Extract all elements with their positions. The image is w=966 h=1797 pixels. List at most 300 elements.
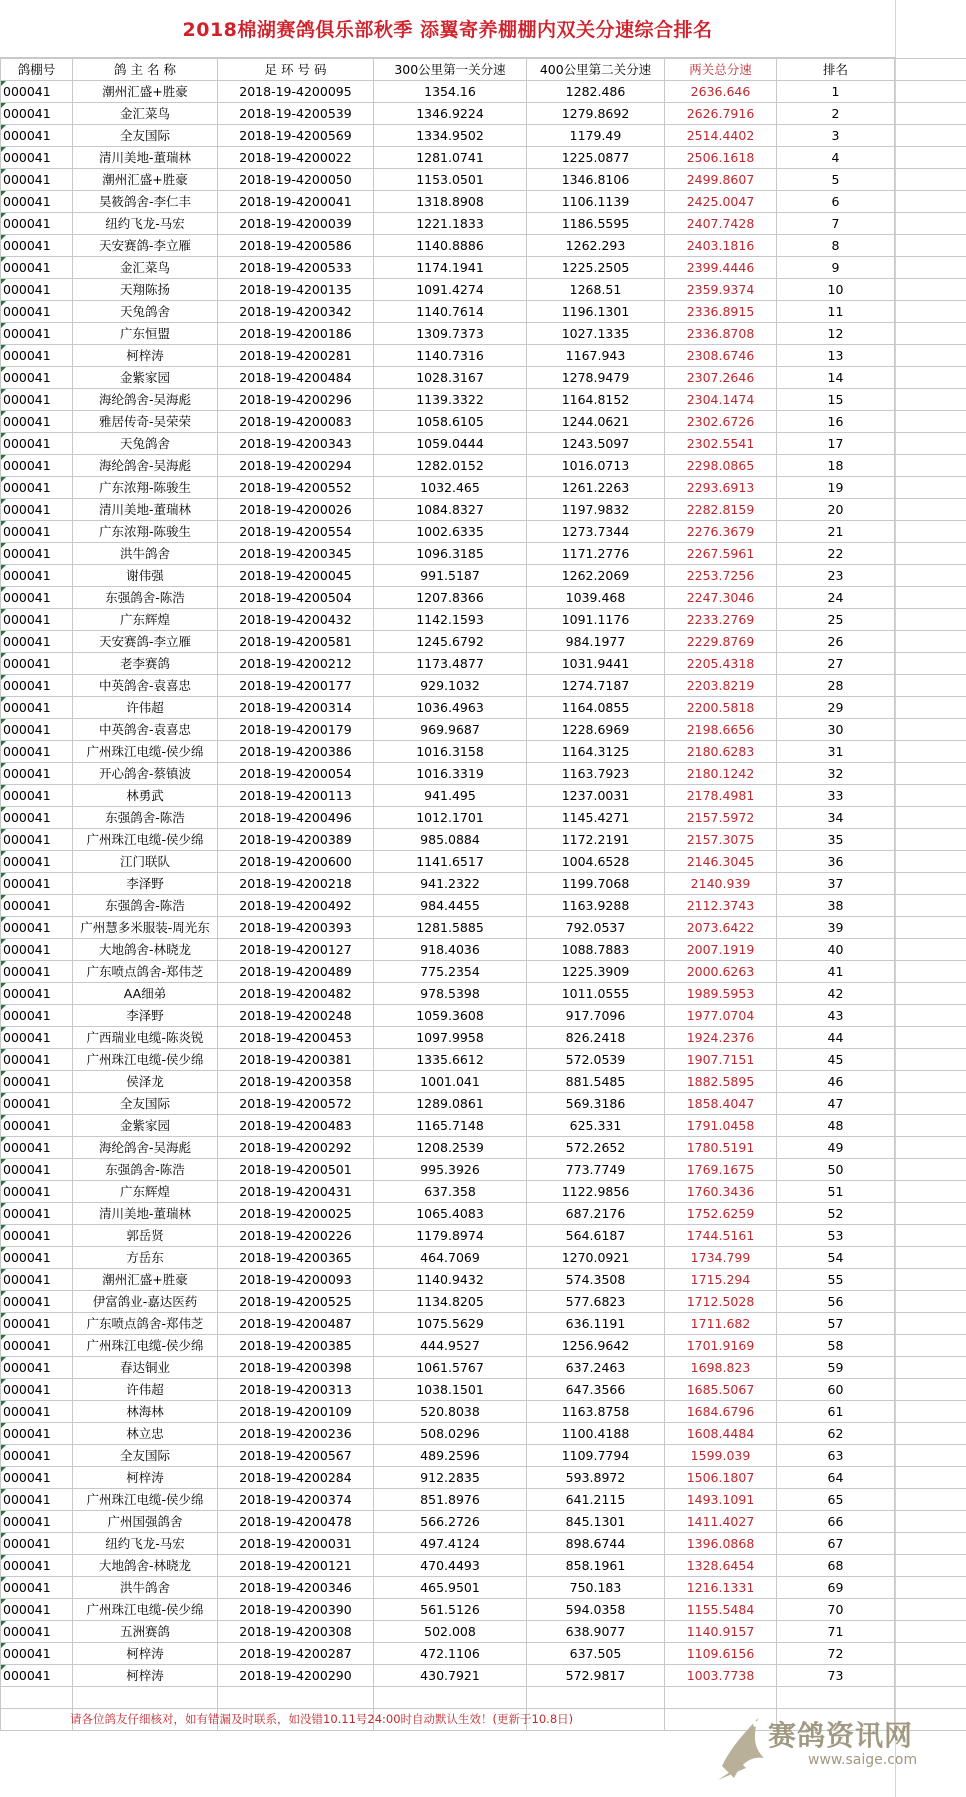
empty-cell — [895, 1027, 966, 1049]
cell-owner-name: 东强鸽舍-陈浩 — [73, 807, 218, 829]
table-row — [1, 1445, 966, 1467]
cell-loft-id: 000041 — [1, 1445, 73, 1467]
cell-loft-id: 000041 — [1, 1555, 73, 1577]
cell-owner-name: 侯泽龙 — [73, 1071, 218, 1093]
cell-loft-id: 000041 — [1, 191, 73, 213]
cell-owner-name: 广州珠江电缆-侯少绵 — [73, 1049, 218, 1071]
empty-cell — [895, 1049, 966, 1071]
empty-cell — [895, 103, 966, 125]
cell-owner-name: 广东喷点鸽舍-郑伟芝 — [73, 961, 218, 983]
cell-leg2-speed: 1244.0621 — [527, 411, 665, 433]
cell-loft-id: 000041 — [1, 169, 73, 191]
cell-total-speed: 1216.1331 — [665, 1577, 777, 1599]
cell-leg2-speed: 1278.9479 — [527, 367, 665, 389]
cell-ring-number: 2018-19-4200026 — [218, 499, 374, 521]
cell-ring-number: 2018-19-4200374 — [218, 1489, 374, 1511]
cell-leg2-speed: 858.1961 — [527, 1555, 665, 1577]
empty-cell — [895, 895, 966, 917]
empty-cell — [895, 1555, 966, 1577]
cell-rank: 34 — [777, 807, 895, 829]
cell-leg1-speed: 1140.7614 — [374, 301, 527, 323]
cell-owner-name: 金汇菜鸟 — [73, 103, 218, 125]
empty-cell — [895, 719, 966, 741]
cell-leg1-speed: 1346.9224 — [374, 103, 527, 125]
cell-leg2-speed: 572.2652 — [527, 1137, 665, 1159]
cell-leg2-speed: 1039.468 — [527, 587, 665, 609]
cell-total-speed: 2336.8708 — [665, 323, 777, 345]
cell-leg2-speed: 572.0539 — [527, 1049, 665, 1071]
cell-total-speed: 2198.6656 — [665, 719, 777, 741]
empty-cell — [895, 1203, 966, 1225]
cell-total-speed: 2399.4446 — [665, 257, 777, 279]
table-row — [1, 807, 966, 829]
cell-owner-name: 天安赛鸽-李立雁 — [73, 631, 218, 653]
cell-leg1-speed: 1141.6517 — [374, 851, 527, 873]
cell-rank: 44 — [777, 1027, 895, 1049]
cell-leg2-speed: 1199.7068 — [527, 873, 665, 895]
table-row — [1, 1511, 966, 1533]
empty-cell — [895, 1159, 966, 1181]
cell-loft-id: 000041 — [1, 675, 73, 697]
cell-loft-id: 000041 — [1, 1643, 73, 1665]
cell-total-speed: 2000.6263 — [665, 961, 777, 983]
cell-total-speed: 2298.0865 — [665, 455, 777, 477]
cell-owner-name: 江门联队 — [73, 851, 218, 873]
table-row — [1, 1247, 966, 1269]
cell-rank: 52 — [777, 1203, 895, 1225]
cell-total-speed: 2180.1242 — [665, 763, 777, 785]
cell-rank: 56 — [777, 1291, 895, 1313]
empty-cell — [895, 1489, 966, 1511]
cell-total-speed: 2302.6726 — [665, 411, 777, 433]
empty-cell — [895, 1071, 966, 1093]
page-title: 2018棉湖赛鸽俱乐部秋季 添翼寄养棚棚内双关分速综合排名 — [0, 0, 895, 58]
cell-owner-name: 柯梓涛 — [73, 1665, 218, 1687]
cell-rank: 26 — [777, 631, 895, 653]
table-row — [1, 147, 966, 169]
cell-leg1-speed: 1084.8327 — [374, 499, 527, 521]
table-row — [1, 477, 966, 499]
cell-rank: 45 — [777, 1049, 895, 1071]
cell-leg1-speed: 1354.16 — [374, 81, 527, 103]
cell-ring-number: 2018-19-4200345 — [218, 543, 374, 565]
cell-leg2-speed: 1256.9642 — [527, 1335, 665, 1357]
cell-leg2-speed: 898.6744 — [527, 1533, 665, 1555]
cell-total-speed: 1715.294 — [665, 1269, 777, 1291]
empty-cell — [73, 1687, 218, 1709]
cell-leg1-speed: 561.5126 — [374, 1599, 527, 1621]
cell-total-speed: 1858.4047 — [665, 1093, 777, 1115]
cell-ring-number: 2018-19-4200432 — [218, 609, 374, 631]
empty-cell — [895, 1335, 966, 1357]
cell-ring-number: 2018-19-4200581 — [218, 631, 374, 653]
cell-rank: 23 — [777, 565, 895, 587]
cell-loft-id: 000041 — [1, 1599, 73, 1621]
cell-ring-number: 2018-19-4200135 — [218, 279, 374, 301]
cell-leg2-speed: 593.8972 — [527, 1467, 665, 1489]
table-row — [1, 1335, 966, 1357]
cell-ring-number: 2018-19-4200533 — [218, 257, 374, 279]
cell-loft-id: 000041 — [1, 1049, 73, 1071]
cell-leg2-speed: 636.1191 — [527, 1313, 665, 1335]
table-row — [1, 741, 966, 763]
cell-leg2-speed: 1106.1139 — [527, 191, 665, 213]
cell-loft-id: 000041 — [1, 1247, 73, 1269]
cell-rank: 33 — [777, 785, 895, 807]
cell-total-speed: 2180.6283 — [665, 741, 777, 763]
empty-cell — [895, 169, 966, 191]
table-row — [1, 785, 966, 807]
cell-ring-number: 2018-19-4200095 — [218, 81, 374, 103]
cell-leg2-speed: 594.0358 — [527, 1599, 665, 1621]
cell-ring-number: 2018-19-4200385 — [218, 1335, 374, 1357]
cell-total-speed: 2200.5818 — [665, 697, 777, 719]
cell-rank: 14 — [777, 367, 895, 389]
table-row — [1, 1159, 966, 1181]
cell-leg2-speed: 1027.1335 — [527, 323, 665, 345]
cell-owner-name: 中英鸽舍-袁喜忠 — [73, 719, 218, 741]
table-row — [1, 521, 966, 543]
table-row — [1, 323, 966, 345]
empty-cell — [895, 697, 966, 719]
site-logo — [712, 1706, 924, 1786]
table-row — [1, 1291, 966, 1313]
empty-cell — [895, 675, 966, 697]
header-row — [1, 59, 966, 81]
cell-leg1-speed: 941.495 — [374, 785, 527, 807]
empty-cell — [895, 631, 966, 653]
cell-leg2-speed: 1088.7883 — [527, 939, 665, 961]
cell-total-speed: 2304.1474 — [665, 389, 777, 411]
table-row — [1, 1137, 966, 1159]
cell-ring-number: 2018-19-4200539 — [218, 103, 374, 125]
cell-leg1-speed: 566.2726 — [374, 1511, 527, 1533]
cell-total-speed: 2403.1816 — [665, 235, 777, 257]
cell-leg1-speed: 472.1106 — [374, 1643, 527, 1665]
cell-loft-id: 000041 — [1, 521, 73, 543]
cell-ring-number: 2018-19-4200398 — [218, 1357, 374, 1379]
cell-rank: 53 — [777, 1225, 895, 1247]
cell-total-speed: 2307.2646 — [665, 367, 777, 389]
cell-total-speed: 1608.4484 — [665, 1423, 777, 1445]
empty-cell — [895, 1577, 966, 1599]
cell-total-speed: 2178.4981 — [665, 785, 777, 807]
cell-ring-number: 2018-19-4200186 — [218, 323, 374, 345]
cell-ring-number: 2018-19-4200389 — [218, 829, 374, 851]
cell-total-speed: 1003.7738 — [665, 1665, 777, 1687]
cell-rank: 36 — [777, 851, 895, 873]
empty-cell — [895, 301, 966, 323]
empty-cell — [895, 1401, 966, 1423]
cell-loft-id: 000041 — [1, 213, 73, 235]
cell-total-speed: 1760.3436 — [665, 1181, 777, 1203]
cell-rank: 58 — [777, 1335, 895, 1357]
cell-ring-number: 2018-19-4200346 — [218, 1577, 374, 1599]
cell-ring-number: 2018-19-4200281 — [218, 345, 374, 367]
cell-owner-name: 广州珠江电缆-侯少绵 — [73, 1335, 218, 1357]
table-row — [1, 279, 966, 301]
cell-owner-name: 老李赛鸽 — [73, 653, 218, 675]
cell-leg1-speed: 637.358 — [374, 1181, 527, 1203]
cell-owner-name: 谢伟强 — [73, 565, 218, 587]
table-row — [1, 1577, 966, 1599]
cell-rank: 31 — [777, 741, 895, 763]
cell-loft-id: 000041 — [1, 1269, 73, 1291]
cell-total-speed: 1977.0704 — [665, 1005, 777, 1027]
empty-cell — [895, 653, 966, 675]
table-row — [1, 829, 966, 851]
cell-total-speed: 2302.5541 — [665, 433, 777, 455]
table-row — [1, 1665, 966, 1687]
cell-loft-id: 000041 — [1, 851, 73, 873]
cell-total-speed: 1701.9169 — [665, 1335, 777, 1357]
table-row — [1, 653, 966, 675]
table-row — [1, 961, 966, 983]
cell-rank: 61 — [777, 1401, 895, 1423]
empty-cell — [895, 939, 966, 961]
cell-leg2-speed: 826.2418 — [527, 1027, 665, 1049]
cell-owner-name: AA细弟 — [73, 983, 218, 1005]
cell-owner-name: 海纶鸽舍-吴海彪 — [73, 1137, 218, 1159]
cell-leg1-speed: 1139.3322 — [374, 389, 527, 411]
cell-owner-name: 雅居传奇-吴荣荣 — [73, 411, 218, 433]
cell-rank: 62 — [777, 1423, 895, 1445]
empty-cell — [895, 1225, 966, 1247]
cell-leg1-speed: 1153.0501 — [374, 169, 527, 191]
cell-rank: 71 — [777, 1621, 895, 1643]
cell-rank: 24 — [777, 587, 895, 609]
empty-cell — [895, 1005, 966, 1027]
cell-loft-id: 000041 — [1, 1533, 73, 1555]
cell-leg1-speed: 1016.3158 — [374, 741, 527, 763]
cell-loft-id: 000041 — [1, 1335, 73, 1357]
cell-leg2-speed: 1122.9856 — [527, 1181, 665, 1203]
cell-leg1-speed: 1179.8974 — [374, 1225, 527, 1247]
cell-leg2-speed: 1237.0031 — [527, 785, 665, 807]
cell-loft-id: 000041 — [1, 1093, 73, 1115]
cell-loft-id: 000041 — [1, 279, 73, 301]
cell-leg2-speed: 625.331 — [527, 1115, 665, 1137]
cell-ring-number: 2018-19-4200308 — [218, 1621, 374, 1643]
cell-ring-number: 2018-19-4200386 — [218, 741, 374, 763]
table-row — [1, 1621, 966, 1643]
cell-total-speed: 1140.9157 — [665, 1621, 777, 1643]
cell-leg2-speed: 1282.486 — [527, 81, 665, 103]
cell-rank: 64 — [777, 1467, 895, 1489]
cell-leg1-speed: 1096.3185 — [374, 543, 527, 565]
cell-total-speed: 2203.8219 — [665, 675, 777, 697]
cell-owner-name: 东强鸽舍-陈浩 — [73, 1159, 218, 1181]
cell-owner-name: 纽约飞龙-马宏 — [73, 1533, 218, 1555]
cell-leg2-speed: 1164.8152 — [527, 389, 665, 411]
cell-loft-id: 000041 — [1, 1115, 73, 1137]
cell-ring-number: 2018-19-4200365 — [218, 1247, 374, 1269]
cell-owner-name: 全友国际 — [73, 1093, 218, 1115]
cell-leg1-speed: 1059.3608 — [374, 1005, 527, 1027]
cell-owner-name: 广东浓翔-陈骏生 — [73, 521, 218, 543]
cell-rank: 73 — [777, 1665, 895, 1687]
cell-leg1-speed: 470.4493 — [374, 1555, 527, 1577]
cell-leg2-speed: 1262.293 — [527, 235, 665, 257]
cell-loft-id: 000041 — [1, 1291, 73, 1313]
cell-rank: 1 — [777, 81, 895, 103]
cell-loft-id: 000041 — [1, 829, 73, 851]
cell-leg1-speed: 1075.5629 — [374, 1313, 527, 1335]
empty-cell — [895, 345, 966, 367]
cell-leg2-speed: 1011.0555 — [527, 983, 665, 1005]
cell-loft-id: 000041 — [1, 895, 73, 917]
cell-leg1-speed: 1097.9958 — [374, 1027, 527, 1049]
cell-total-speed: 1924.2376 — [665, 1027, 777, 1049]
cell-ring-number: 2018-19-4200025 — [218, 1203, 374, 1225]
cell-owner-name: 广东浓翔-陈骏生 — [73, 477, 218, 499]
empty-cell — [895, 1621, 966, 1643]
empty-cell — [895, 499, 966, 521]
cell-leg1-speed: 929.1032 — [374, 675, 527, 697]
cell-rank: 13 — [777, 345, 895, 367]
table-row — [1, 1401, 966, 1423]
cell-leg2-speed: 1228.6969 — [527, 719, 665, 741]
cell-total-speed: 2253.7256 — [665, 565, 777, 587]
cell-ring-number: 2018-19-4200431 — [218, 1181, 374, 1203]
cell-total-speed: 1780.5191 — [665, 1137, 777, 1159]
cell-leg1-speed: 465.9501 — [374, 1577, 527, 1599]
cell-loft-id: 000041 — [1, 1313, 73, 1335]
empty-cell — [895, 983, 966, 1005]
cell-leg1-speed: 444.9527 — [374, 1335, 527, 1357]
cell-leg2-speed: 1100.4188 — [527, 1423, 665, 1445]
cell-loft-id: 000041 — [1, 411, 73, 433]
cell-leg1-speed: 1309.7373 — [374, 323, 527, 345]
cell-ring-number: 2018-19-4200504 — [218, 587, 374, 609]
empty-cell — [895, 367, 966, 389]
cell-leg1-speed: 1173.4877 — [374, 653, 527, 675]
cell-leg1-speed: 1318.8908 — [374, 191, 527, 213]
cell-loft-id: 000041 — [1, 1203, 73, 1225]
cell-total-speed: 2499.8607 — [665, 169, 777, 191]
cell-total-speed: 2293.6913 — [665, 477, 777, 499]
cell-leg2-speed: 1016.0713 — [527, 455, 665, 477]
empty-cell — [895, 191, 966, 213]
cell-leg1-speed: 1001.041 — [374, 1071, 527, 1093]
cell-total-speed: 2157.5972 — [665, 807, 777, 829]
cell-owner-name: 伊富鸽业-嘉达医药 — [73, 1291, 218, 1313]
cell-rank: 48 — [777, 1115, 895, 1137]
cell-ring-number: 2018-19-4200083 — [218, 411, 374, 433]
cell-rank: 4 — [777, 147, 895, 169]
cell-rank: 29 — [777, 697, 895, 719]
cell-owner-name: 东强鸽舍-陈浩 — [73, 895, 218, 917]
cell-rank: 5 — [777, 169, 895, 191]
table-row — [1, 1313, 966, 1335]
cell-owner-name: 潮州汇盛+胜豪 — [73, 81, 218, 103]
cell-owner-name: 方岳东 — [73, 1247, 218, 1269]
cell-ring-number: 2018-19-4200109 — [218, 1401, 374, 1423]
empty-cell — [895, 851, 966, 873]
cell-leg1-speed: 775.2354 — [374, 961, 527, 983]
cell-leg2-speed: 569.3186 — [527, 1093, 665, 1115]
cell-total-speed: 2308.6746 — [665, 345, 777, 367]
table-row — [1, 1423, 966, 1445]
empty-cell — [895, 389, 966, 411]
cell-loft-id: 000041 — [1, 1401, 73, 1423]
cell-leg1-speed: 430.7921 — [374, 1665, 527, 1687]
cell-loft-id: 000041 — [1, 983, 73, 1005]
empty-cell — [895, 543, 966, 565]
cell-rank: 15 — [777, 389, 895, 411]
table-row — [1, 1489, 966, 1511]
cell-leg1-speed: 969.9687 — [374, 719, 527, 741]
cell-leg2-speed: 1167.943 — [527, 345, 665, 367]
cell-owner-name: 五洲赛鸽 — [73, 1621, 218, 1643]
cell-rank: 43 — [777, 1005, 895, 1027]
cell-owner-name: 清川美地-董瑞林 — [73, 147, 218, 169]
cell-loft-id: 000041 — [1, 1137, 73, 1159]
cell-total-speed: 2626.7916 — [665, 103, 777, 125]
cell-total-speed: 1328.6454 — [665, 1555, 777, 1577]
cell-leg1-speed: 1208.2539 — [374, 1137, 527, 1159]
cell-ring-number: 2018-19-4200290 — [218, 1665, 374, 1687]
cell-total-speed: 2636.646 — [665, 81, 777, 103]
cell-ring-number: 2018-19-4200121 — [218, 1555, 374, 1577]
cell-leg1-speed: 1002.6335 — [374, 521, 527, 543]
cell-ring-number: 2018-19-4200501 — [218, 1159, 374, 1181]
cell-leg2-speed: 1171.2776 — [527, 543, 665, 565]
table-row — [1, 697, 966, 719]
table-row — [1, 103, 966, 125]
cell-rank: 42 — [777, 983, 895, 1005]
cell-leg2-speed: 1243.5097 — [527, 433, 665, 455]
cell-leg1-speed: 1036.4963 — [374, 697, 527, 719]
cell-leg2-speed: 1225.0877 — [527, 147, 665, 169]
cell-ring-number: 2018-19-4200314 — [218, 697, 374, 719]
table-row — [1, 1533, 966, 1555]
empty-cell — [895, 213, 966, 235]
cell-rank: 3 — [777, 125, 895, 147]
empty-cell — [895, 1511, 966, 1533]
empty-cell — [895, 1643, 966, 1665]
cell-ring-number: 2018-19-4200483 — [218, 1115, 374, 1137]
cell-loft-id: 000041 — [1, 125, 73, 147]
cell-loft-id: 000041 — [1, 1577, 73, 1599]
cell-leg2-speed: 1274.7187 — [527, 675, 665, 697]
cell-owner-name: 李泽野 — [73, 873, 218, 895]
cell-leg1-speed: 502.008 — [374, 1621, 527, 1643]
cell-loft-id: 000041 — [1, 741, 73, 763]
cell-loft-id: 000041 — [1, 565, 73, 587]
cell-leg1-speed: 1142.1593 — [374, 609, 527, 631]
cell-total-speed: 2229.8769 — [665, 631, 777, 653]
cell-ring-number: 2018-19-4200489 — [218, 961, 374, 983]
table-row — [1, 719, 966, 741]
cell-ring-number: 2018-19-4200569 — [218, 125, 374, 147]
cell-ring-number: 2018-19-4200358 — [218, 1071, 374, 1093]
cell-leg2-speed: 637.505 — [527, 1643, 665, 1665]
cell-owner-name: 广东恒盟 — [73, 323, 218, 345]
cell-rank: 46 — [777, 1071, 895, 1093]
cell-owner-name: 广州珠江电缆-侯少绵 — [73, 741, 218, 763]
empty-cell — [895, 785, 966, 807]
table-row — [1, 1225, 966, 1247]
cell-loft-id: 000041 — [1, 367, 73, 389]
cell-loft-id: 000041 — [1, 257, 73, 279]
cell-leg2-speed: 638.9077 — [527, 1621, 665, 1643]
cell-rank: 39 — [777, 917, 895, 939]
cell-owner-name: 海纶鸽舍-吴海彪 — [73, 455, 218, 477]
cell-leg2-speed: 1262.2069 — [527, 565, 665, 587]
cell-leg2-speed: 1346.8106 — [527, 169, 665, 191]
cell-total-speed: 1411.4027 — [665, 1511, 777, 1533]
